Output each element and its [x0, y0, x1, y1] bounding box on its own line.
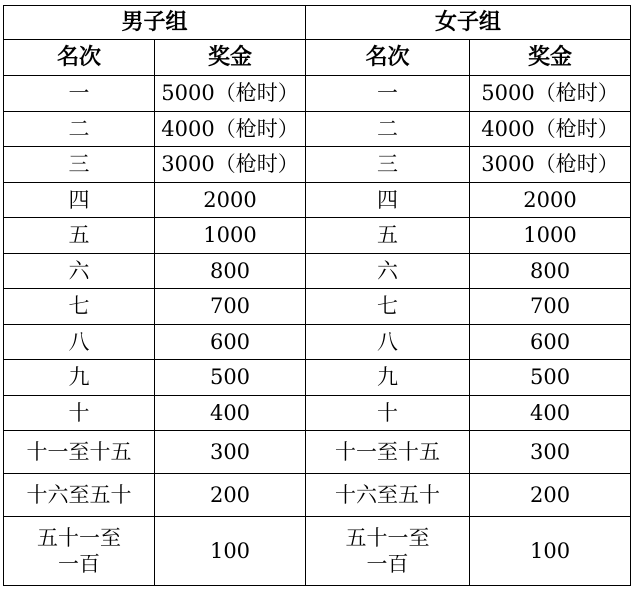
rank-cell-men: 十一至十五 [4, 431, 155, 474]
rank-cell-men: 八 [4, 324, 155, 360]
rank-cell-men: 七 [4, 289, 155, 325]
table-row [4, 324, 631, 360]
rank-cell-women: 一 [306, 76, 470, 112]
prize-cell-women: 400 [470, 395, 631, 431]
rank-cell-women: 九 [306, 360, 470, 396]
prize-cell-women: 100 [470, 517, 631, 586]
prize-cell-men: 1000 [155, 218, 306, 254]
table-row [4, 517, 631, 586]
table-row [4, 182, 631, 218]
prize-cell-men: 700 [155, 289, 306, 325]
rank-cell-women: 五十一至 一百 [306, 517, 470, 586]
rank-cell-women: 八 [306, 324, 470, 360]
column-header-prize-men: 奖金 [155, 40, 306, 76]
rank-cell-men: 四 [4, 182, 155, 218]
prize-cell-women: 5000（枪时） [470, 76, 631, 112]
table-row [4, 360, 631, 396]
column-header-rank-women: 名次 [306, 40, 470, 76]
rank-cell-women: 十六至五十 [306, 474, 470, 517]
table-row [4, 218, 631, 254]
rank-cell-women: 二 [306, 111, 470, 147]
table-row [4, 431, 631, 474]
prize-cell-men: 100 [155, 517, 306, 586]
table-row [4, 253, 631, 289]
column-header-rank-men: 名次 [4, 40, 155, 76]
rank-cell-men: 五十一至 一百 [4, 517, 155, 586]
rank-cell-men: 六 [4, 253, 155, 289]
prize-cell-women: 600 [470, 324, 631, 360]
prize-table [3, 5, 631, 586]
prize-cell-men: 500 [155, 360, 306, 396]
rank-cell-women: 十 [306, 395, 470, 431]
prize-cell-men: 200 [155, 474, 306, 517]
prize-cell-women: 200 [470, 474, 631, 517]
rank-cell-men: 十六至五十 [4, 474, 155, 517]
prize-cell-men: 800 [155, 253, 306, 289]
prize-cell-women: 2000 [470, 182, 631, 218]
table-row [4, 76, 631, 112]
rank-cell-women: 三 [306, 147, 470, 183]
rank-cell-women: 十一至十五 [306, 431, 470, 474]
prize-cell-men: 5000（枪时） [155, 76, 306, 112]
table-row [4, 147, 631, 183]
table-row [4, 395, 631, 431]
prize-cell-women: 800 [470, 253, 631, 289]
rank-cell-men: 二 [4, 111, 155, 147]
prize-cell-men: 400 [155, 395, 306, 431]
rank-cell-women: 六 [306, 253, 470, 289]
prize-cell-men: 2000 [155, 182, 306, 218]
rank-cell-women: 四 [306, 182, 470, 218]
rank-cell-men: 十 [4, 395, 155, 431]
prize-cell-women: 1000 [470, 218, 631, 254]
group-header-men: 男子组 [4, 6, 306, 40]
prize-table-container [3, 5, 631, 586]
rank-cell-women: 五 [306, 218, 470, 254]
prize-cell-men: 3000（枪时） [155, 147, 306, 183]
table-row [4, 474, 631, 517]
group-header-women: 女子组 [306, 6, 631, 40]
prize-cell-women: 300 [470, 431, 631, 474]
prize-cell-men: 600 [155, 324, 306, 360]
prize-cell-women: 700 [470, 289, 631, 325]
rank-cell-women: 七 [306, 289, 470, 325]
rank-cell-men: 三 [4, 147, 155, 183]
group-header-row [4, 6, 631, 40]
prize-cell-women: 4000（枪时） [470, 111, 631, 147]
prize-cell-men: 300 [155, 431, 306, 474]
column-header-row [4, 40, 631, 76]
rank-cell-men: 一 [4, 76, 155, 112]
rank-cell-men: 五 [4, 218, 155, 254]
prize-cell-women: 3000（枪时） [470, 147, 631, 183]
prize-cell-men: 4000（枪时） [155, 111, 306, 147]
rank-cell-men: 九 [4, 360, 155, 396]
column-header-prize-women: 奖金 [470, 40, 631, 76]
table-row [4, 111, 631, 147]
table-row [4, 289, 631, 325]
prize-cell-women: 500 [470, 360, 631, 396]
